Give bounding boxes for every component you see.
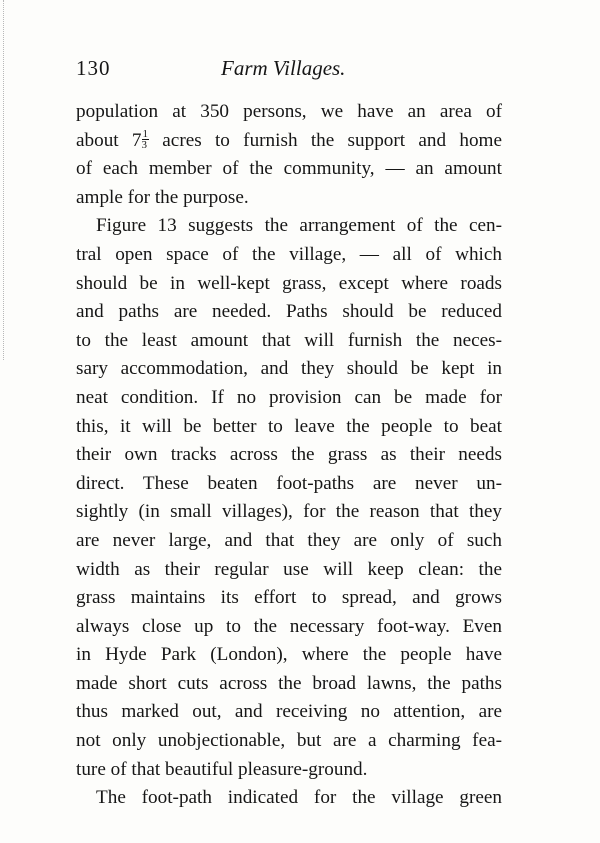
text-line: Figure 13 suggests the arrangement of the cen-	[96, 215, 502, 237]
text-line: always close up to the necessary foot-way. Even	[76, 615, 502, 637]
text-line: thus marked out, and receiving no attention, are	[76, 701, 502, 723]
text-line: in Hyde Park (London), where the people have	[76, 644, 502, 666]
text-line: and paths are needed. Paths should be reduced	[76, 301, 502, 323]
text-line: sary accommodation, and they should be kept in	[76, 358, 502, 380]
text-line: width as their regular use will keep clean: the	[76, 558, 502, 580]
fraction-denominator: 3	[141, 138, 148, 151]
fraction-numerator: 1	[142, 127, 149, 140]
text-line: their own tracks across the grass as their needs	[76, 444, 502, 466]
text-line: The foot-path indicated for the village green	[96, 787, 502, 809]
margin-binding-dots	[3, 0, 6, 360]
text-line: should be in well-kept grass, except where roads	[76, 272, 502, 294]
text-line: are never large, and that they are only of such	[76, 529, 502, 551]
text-line: not only unobjectionable, but are a charming fea-	[76, 730, 502, 752]
text-line-with-fraction	[76, 127, 502, 156]
text-line: made short cuts across the broad lawns, the paths	[76, 672, 502, 694]
text-line: of each member of the community, — an amount	[76, 158, 502, 180]
text-line: ample for the purpose.	[76, 186, 249, 208]
text-line: direct. These beaten foot-paths are never un-	[76, 472, 502, 494]
body-text	[76, 98, 502, 813]
text-line: sightly (in small villages), for the reason that they	[76, 501, 502, 523]
text-line: neat condition. If no provision can be made for	[76, 386, 502, 408]
text-fragment: acres to furnish the support and home	[149, 129, 502, 151]
page-header	[76, 56, 502, 86]
fraction	[142, 129, 150, 150]
page-number: 130	[76, 56, 111, 80]
text-line: ture of that beautiful pleasure-ground.	[76, 758, 368, 780]
text-fragment: about 7	[76, 129, 142, 151]
text-line: this, it will be better to leave the people to beat	[76, 415, 502, 437]
text-line: to the least amount that will furnish the neces-	[76, 329, 502, 351]
running-title: Farm Villages.	[221, 56, 346, 80]
text-line: population at 350 persons, we have an area of	[76, 101, 502, 122]
text-line: tral open space of the village, — all of which	[76, 243, 502, 265]
text-line: grass maintains its effort to spread, and grows	[76, 587, 502, 609]
